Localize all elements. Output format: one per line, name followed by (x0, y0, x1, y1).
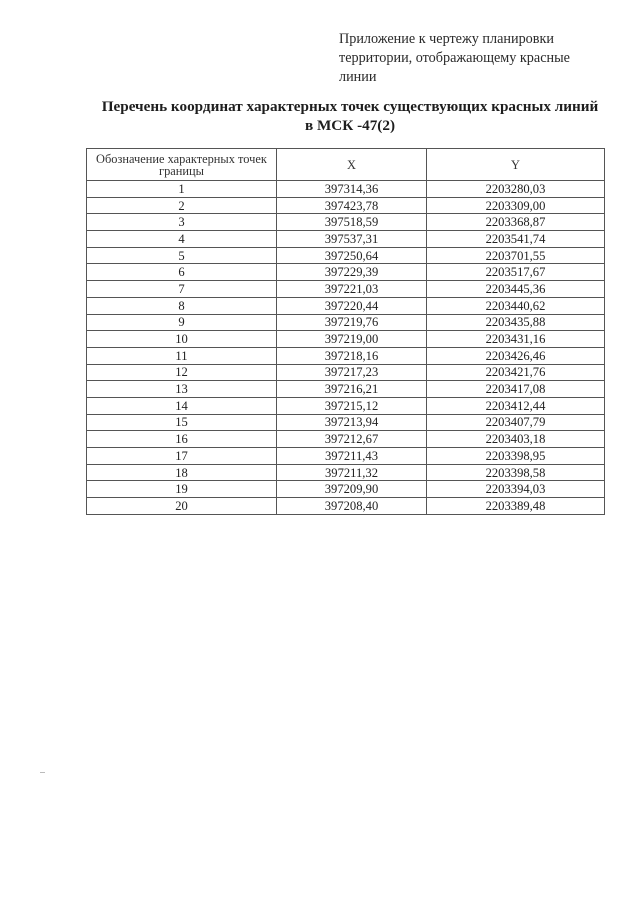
cell-y: 2203389,48 (427, 498, 605, 515)
cell-x: 397208,40 (277, 498, 427, 515)
cell-point: 6 (87, 264, 277, 281)
table-row (87, 181, 605, 198)
cell-x: 397215,12 (277, 397, 427, 414)
table-row (87, 414, 605, 431)
table-header (87, 149, 605, 181)
cell-y: 2203426,46 (427, 347, 605, 364)
table-row (87, 281, 605, 298)
cell-x: 397217,23 (277, 364, 427, 381)
cell-point: 18 (87, 464, 277, 481)
cell-x: 397219,76 (277, 314, 427, 331)
cell-x: 397537,31 (277, 231, 427, 248)
table-row (87, 364, 605, 381)
coordinates-table (86, 148, 605, 515)
table-row (87, 347, 605, 364)
cell-x: 397220,44 (277, 297, 427, 314)
cell-x: 397219,00 (277, 331, 427, 348)
cell-point: 8 (87, 297, 277, 314)
cell-y: 2203445,36 (427, 281, 605, 298)
table-row (87, 397, 605, 414)
cell-y: 2203280,03 (427, 181, 605, 198)
header-x: X (277, 149, 427, 181)
table-row (87, 314, 605, 331)
table-row (87, 197, 605, 214)
header-point: Обозначение характерных точек границы (87, 149, 277, 181)
table-row (87, 498, 605, 515)
cell-point: 14 (87, 397, 277, 414)
cell-y: 2203398,95 (427, 448, 605, 465)
table-row (87, 297, 605, 314)
cell-x: 397218,16 (277, 347, 427, 364)
cell-y: 2203440,62 (427, 297, 605, 314)
cell-y: 2203541,74 (427, 231, 605, 248)
cell-point: 4 (87, 231, 277, 248)
cell-x: 397518,59 (277, 214, 427, 231)
cell-y: 2203517,67 (427, 264, 605, 281)
cell-point: 15 (87, 414, 277, 431)
cell-point: 5 (87, 247, 277, 264)
cell-point: 17 (87, 448, 277, 465)
cell-point: 2 (87, 197, 277, 214)
cell-x: 397213,94 (277, 414, 427, 431)
cell-point: 1 (87, 181, 277, 198)
cell-x: 397423,78 (277, 197, 427, 214)
cell-y: 2203407,79 (427, 414, 605, 431)
table-row (87, 264, 605, 281)
table-row (87, 464, 605, 481)
cell-y: 2203421,76 (427, 364, 605, 381)
cell-x: 397314,36 (277, 181, 427, 198)
cell-point: 20 (87, 498, 277, 515)
cell-x: 397211,43 (277, 448, 427, 465)
cell-point: 3 (87, 214, 277, 231)
cell-point: 7 (87, 281, 277, 298)
cell-point: 19 (87, 481, 277, 498)
cell-x: 397211,32 (277, 464, 427, 481)
cell-y: 2203435,88 (427, 314, 605, 331)
table-row (87, 214, 605, 231)
cell-x: 397229,39 (277, 264, 427, 281)
cell-x: 397212,67 (277, 431, 427, 448)
table-row (87, 247, 605, 264)
scan-artifact (40, 772, 45, 773)
document-title: Перечень координат характерных точек существующих красных линий в МСК -47(2) (101, 98, 599, 134)
table-body (87, 181, 605, 515)
cell-x: 397209,90 (277, 481, 427, 498)
appendix-note: Приложение к чертежу планировки территории, отображающему красные линии (339, 31, 570, 85)
table-row (87, 481, 605, 498)
cell-x: 397221,03 (277, 281, 427, 298)
cell-point: 11 (87, 347, 277, 364)
cell-y: 2203431,16 (427, 331, 605, 348)
cell-point: 9 (87, 314, 277, 331)
table-row (87, 231, 605, 248)
cell-y: 2203398,58 (427, 464, 605, 481)
table-row (87, 381, 605, 398)
cell-y: 2203368,87 (427, 214, 605, 231)
table-row (87, 431, 605, 448)
cell-x: 397216,21 (277, 381, 427, 398)
table-row (87, 331, 605, 348)
cell-y: 2203701,55 (427, 247, 605, 264)
table-row (87, 448, 605, 465)
cell-y: 2203417,08 (427, 381, 605, 398)
cell-point: 16 (87, 431, 277, 448)
cell-y: 2203309,00 (427, 197, 605, 214)
cell-y: 2203394,03 (427, 481, 605, 498)
header-y: Y (427, 149, 605, 181)
cell-y: 2203412,44 (427, 397, 605, 414)
cell-point: 10 (87, 331, 277, 348)
cell-point: 13 (87, 381, 277, 398)
cell-point: 12 (87, 364, 277, 381)
cell-y: 2203403,18 (427, 431, 605, 448)
header-row (87, 149, 605, 181)
cell-x: 397250,64 (277, 247, 427, 264)
